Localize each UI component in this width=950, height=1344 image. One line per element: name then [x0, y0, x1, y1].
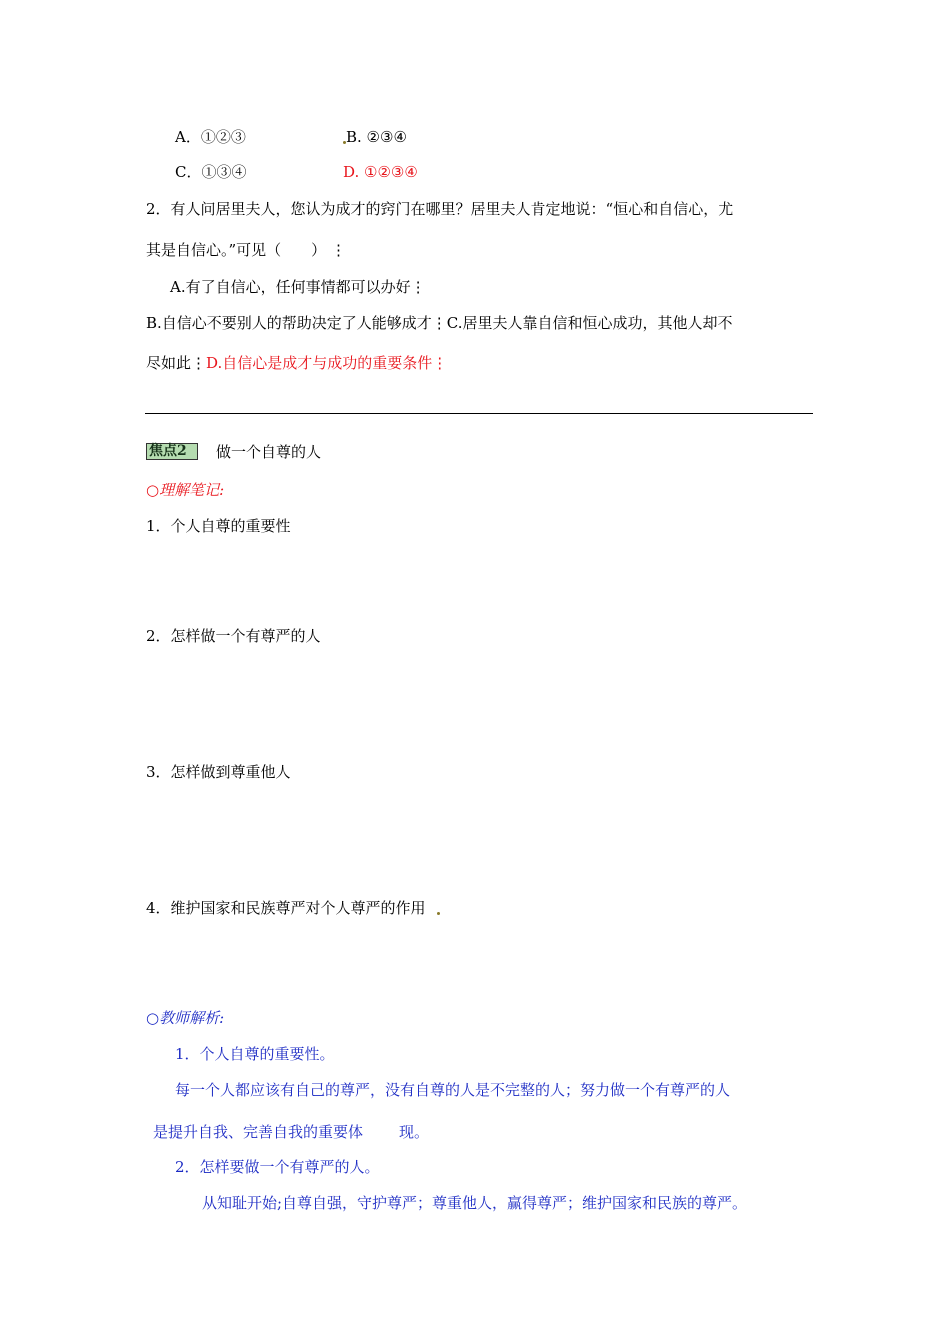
q1-option-d-answer: D. ①②③④ — [343, 163, 418, 181]
analysis-point-1-title: 1．个人自尊的重要性。 — [175, 1045, 335, 1063]
q2-stem-line1: 2．有人问居里夫人，您认为成才的窍门在哪里？居里夫人肯定地说：“恒心和自信心，尤 — [146, 200, 734, 218]
analysis-heading: ○教师解析: — [146, 1009, 225, 1027]
q2-option-a: A.有了自信心，任何事情都可以办好⋮ — [170, 278, 426, 296]
notes-item-2: 2．怎样做一个有尊严的人 — [146, 627, 321, 645]
q2-stem-line2: 其是自信心。”可见（ ） ⋮ — [146, 241, 346, 259]
q1-option-b: B. ②③④ — [346, 128, 407, 146]
section-divider — [145, 413, 813, 414]
q2-line-options-b-c: B.自信心不要别人的帮助决定了人能够成才⋮C.居里夫人靠自信和恒心成功，其他人却不 — [146, 314, 733, 332]
analysis-point-2-line1: 从知耻开始;自尊自强，守护尊严；尊重他人，赢得尊严；维护国家和民族的尊严。 — [202, 1194, 748, 1212]
focus-tag: 焦点2 — [146, 443, 198, 460]
analysis-point-1-line1: 每一个人都应该有自己的尊严，没有自尊的人是不完整的人；努力做一个有尊严的人 — [175, 1081, 731, 1099]
q2-line-options-d: 尽如此⋮D.自信心是成才与成功的重要条件⋮ — [146, 354, 448, 372]
notes-item-3: 3．怎样做到尊重他人 — [146, 763, 291, 781]
analysis-point-1-line2: 是提升自我、完善自我的重要体 现。 — [153, 1123, 430, 1141]
notes-heading: ○理解笔记: — [146, 481, 225, 499]
notes-item-4: 4．维护国家和民族尊严对个人尊严的作用 — [146, 899, 426, 917]
focus-title: 做一个自尊的人 — [216, 443, 322, 461]
notes-item-1: 1．个人自尊的重要性 — [146, 517, 291, 535]
marker-dot — [437, 912, 440, 915]
q1-option-c: C．①③④ — [175, 163, 247, 181]
q2-option-d-answer: D.自信心是成才与成功的重要条件 — [206, 354, 433, 372]
analysis-point-2-title: 2．怎样要做一个有尊严的人。 — [175, 1158, 380, 1176]
q1-option-a: A．①②③ — [175, 128, 246, 146]
